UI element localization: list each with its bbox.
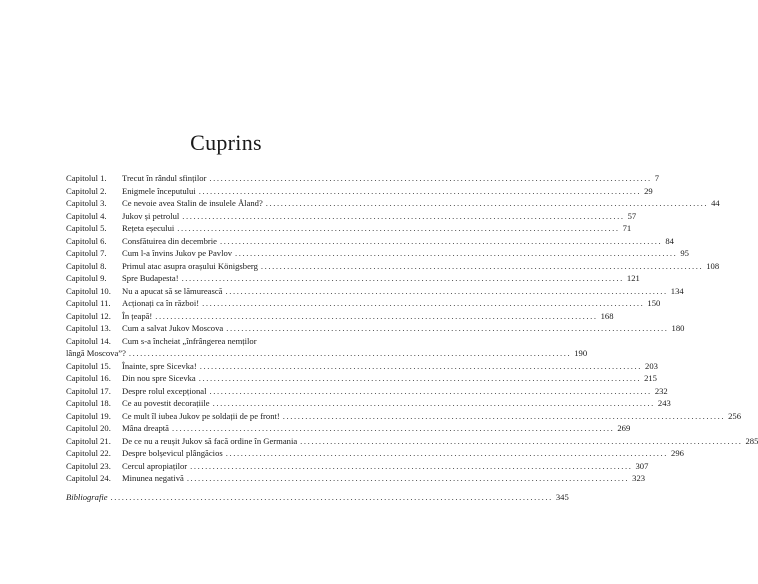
leader-dots <box>213 397 655 410</box>
toc-entry-row <box>66 472 646 485</box>
chapter-title: Consfătuirea din decembrie <box>122 235 217 246</box>
toc-entry-row <box>66 322 685 335</box>
page-title: Cuprins <box>190 130 262 155</box>
chapter-label: Capitolul 4. <box>66 210 107 221</box>
leader-dots <box>190 460 632 473</box>
chapter-title: Nu a apucat să se lămurească <box>122 285 223 296</box>
toc-bibliography-row <box>66 491 569 504</box>
leader-dots <box>209 385 651 398</box>
chapter-title: În țeapă! <box>122 310 153 321</box>
leader-dots <box>111 491 553 504</box>
chapter-title: Trecut în rândul sfinților <box>122 173 207 183</box>
chapter-label: Capitolul 21. <box>66 435 111 446</box>
chapter-title: Înainte, spre Sicevka! <box>122 360 197 371</box>
leader-dots <box>129 347 571 360</box>
page-number: 285 <box>745 435 758 446</box>
leader-dots <box>220 235 662 248</box>
leader-dots <box>226 447 668 460</box>
page-number: 296 <box>671 448 684 458</box>
page-number: 150 <box>647 298 661 308</box>
toc-entry-row <box>66 297 661 310</box>
toc-entry-row <box>66 285 684 298</box>
leader-dots <box>177 222 619 235</box>
toc-entry-row <box>66 185 653 198</box>
page-number: 232 <box>654 385 668 396</box>
toc-entry-row <box>66 435 758 448</box>
page-number: 57 <box>627 210 637 221</box>
chapter-label: Capitolul 3. <box>66 198 107 208</box>
chapter-label: Capitolul 2. <box>66 185 107 196</box>
chapter-label: Capitolul 19. <box>66 410 111 421</box>
chapter-title: Acționați ca în război! <box>122 298 200 308</box>
toc-entry-row <box>66 197 720 210</box>
chapter-label: Capitolul 24. <box>66 473 111 483</box>
leader-dots <box>200 360 642 373</box>
leader-dots <box>187 472 629 485</box>
leader-dots <box>266 197 708 210</box>
chapter-label: Capitolul 18. <box>66 398 111 408</box>
chapter-label: Capitolul 23. <box>66 460 111 471</box>
leader-dots <box>300 435 742 448</box>
page-number: 323 <box>632 473 646 483</box>
toc-entry-row-continued <box>66 347 588 360</box>
leader-dots <box>235 247 677 260</box>
chapter-label: Capitolul 7. <box>66 248 107 258</box>
chapter-label: Capitolul 6. <box>66 235 107 246</box>
chapter-label: Capitolul 22. <box>66 448 111 458</box>
chapter-title-continued: lângă Moscova”? <box>66 348 126 358</box>
toc-entry-row <box>66 247 689 260</box>
chapter-label: Capitolul 8. <box>66 260 107 271</box>
chapter-label: Capitolul 12. <box>66 310 111 321</box>
toc-entry-row <box>66 260 720 273</box>
chapter-label: Capitolul 13. <box>66 323 111 333</box>
leader-dots <box>226 322 668 335</box>
toc-entry-row <box>66 422 631 435</box>
chapter-label: Capitolul 10. <box>66 285 111 296</box>
chapter-label: Capitolul 16. <box>66 373 111 383</box>
page-number: 180 <box>671 323 685 333</box>
page-number: 29 <box>644 185 653 196</box>
toc-entry-row <box>66 310 614 323</box>
leader-dots <box>172 422 614 435</box>
chapter-title: Ce nevoie avea Stalin de insulele Åland? <box>122 198 263 208</box>
toc-entry-row <box>66 272 640 285</box>
toc-entry-row <box>66 235 674 248</box>
toc-entry-row <box>66 460 649 473</box>
toc-entry-row <box>66 397 671 410</box>
chapter-title: Ce au povestit decorațiile <box>122 398 210 408</box>
chapter-label: Capitolul 20. <box>66 423 111 433</box>
page-number: 44 <box>711 198 720 208</box>
page-number: 215 <box>644 373 657 383</box>
page-number: 269 <box>617 423 631 433</box>
chapter-title: Din nou spre Sicevka <box>122 373 196 383</box>
chapter-title: Cercul apropiaților <box>122 460 188 471</box>
leader-dots <box>209 172 651 185</box>
toc-entry-row <box>66 447 684 460</box>
page-number: 168 <box>600 310 614 321</box>
chapter-title: Despre rolul excepțional <box>122 385 207 396</box>
leader-dots <box>225 285 667 298</box>
chapter-title: Primul atac asupra orașului Königsberg <box>122 260 258 271</box>
leader-dots <box>199 372 641 385</box>
page-number: 190 <box>574 348 588 358</box>
chapter-title: Jukov și petrolul <box>122 210 180 221</box>
leader-dots <box>202 297 644 310</box>
chapter-title: Cum s-a încheiat „înfrângerea nemților <box>122 335 257 346</box>
toc-entry-row <box>66 335 384 348</box>
chapter-title: Despre bolșevicul plângăcios <box>122 448 223 458</box>
leader-dots <box>182 272 624 285</box>
toc-entry-row <box>66 360 658 373</box>
page-number: 7 <box>654 173 660 183</box>
page-number: 84 <box>665 235 674 246</box>
chapter-label: Capitolul 1. <box>66 173 107 183</box>
chapter-title: Enigmele începutului <box>122 185 196 196</box>
page-number: 203 <box>645 360 658 371</box>
page-number: 71 <box>622 223 632 233</box>
chapter-title: Cum a salvat Jukov Moscova <box>122 323 224 333</box>
page-number: 256 <box>728 410 741 421</box>
bibliography-title: Bibliografie <box>66 491 108 502</box>
chapter-label: Capitolul 5. <box>66 223 107 233</box>
chapter-label: Capitolul 11. <box>66 298 111 308</box>
chapter-title: Spre Budapesta! <box>122 273 179 283</box>
chapter-label: Capitolul 17. <box>66 385 111 396</box>
chapter-label: Capitolul 9. <box>66 273 107 283</box>
toc-entry-row <box>66 410 741 423</box>
chapter-title: Cum l-a învins Jukov pe Pavlov <box>122 248 233 258</box>
toc-entry-row <box>66 210 637 223</box>
page-number: 108 <box>706 260 720 271</box>
toc-entry-row <box>66 222 632 235</box>
leader-dots <box>155 310 597 323</box>
page-number: 134 <box>670 285 684 296</box>
page-number: 243 <box>657 398 671 408</box>
chapter-title: Ce mult îl iubea Jukov pe soldații de pe front! <box>122 410 280 421</box>
leader-dots <box>182 210 624 223</box>
chapter-title: Rețeta eșecului <box>122 223 175 233</box>
chapter-title: Minunea negativă <box>122 473 184 483</box>
page-number: 307 <box>635 460 649 471</box>
leader-dots <box>199 185 641 198</box>
table-of-contents <box>66 172 758 503</box>
chapter-title: Mâna dreaptă <box>122 423 170 433</box>
page-number: 95 <box>680 248 689 258</box>
leader-dots <box>261 260 703 273</box>
toc-entry-row <box>66 385 668 398</box>
page-number: 345 <box>555 491 569 502</box>
page-number: 121 <box>626 273 640 283</box>
toc-entry-row <box>66 372 657 385</box>
chapter-label: Capitolul 15. <box>66 360 111 371</box>
toc-entry-row <box>66 172 660 185</box>
chapter-title: De ce nu a reușit Jukov să facă ordine în Germania <box>122 435 298 446</box>
leader-dots <box>283 410 725 423</box>
chapter-label: Capitolul 14. <box>66 335 111 346</box>
